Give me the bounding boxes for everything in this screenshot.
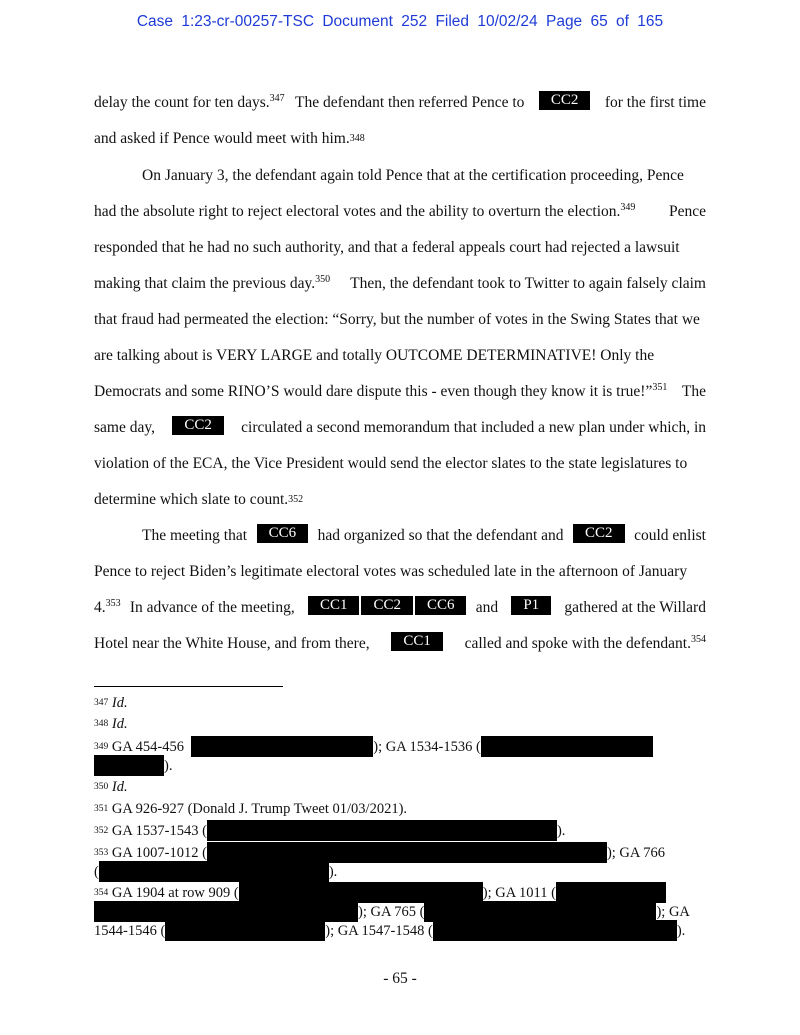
redaction-bar bbox=[94, 901, 358, 922]
redaction-label-cc1: CC1 bbox=[308, 596, 360, 615]
body-line: are talking about is VERY LARGE and totally OUTCOME DETERMINATIVE! Only the bbox=[94, 347, 655, 364]
footnote-348: 348 Id. bbox=[94, 715, 128, 732]
footnote-ref: 354 bbox=[691, 633, 706, 645]
redaction-bar bbox=[99, 861, 329, 882]
body-line: On January 3, the defendant again told Pence that at the certification proceeding, Pence bbox=[142, 167, 684, 184]
redaction-bar bbox=[207, 842, 607, 863]
redaction-label-cc6: CC6 bbox=[257, 524, 309, 543]
footnote-349: 349 GA 454-456 ); GA 1534-1536 ( bbox=[94, 737, 706, 756]
footnote-351: 351 GA 926-927 (Donald J. Trump Tweet 01/03/2021). bbox=[94, 800, 408, 817]
footnote-353-cont: ( ). bbox=[94, 862, 706, 881]
body-line: had the absolute right to reject electoral votes and the ability to overturn the election.$^{349}$ Pence bbox=[94, 201, 706, 220]
footnote-354: 354 GA 1904 at row 909 ( ); GA 1011 ( bbox=[94, 883, 706, 902]
footnote-ref: 351 bbox=[652, 381, 668, 393]
redaction-label-cc2: CC2 bbox=[573, 524, 625, 543]
footnote-ref: 347 bbox=[269, 92, 285, 104]
footnote-353: 353 GA 1007-1012 ( ); GA 766 bbox=[94, 843, 706, 862]
redaction-label-cc2: CC2 bbox=[361, 596, 413, 615]
redaction-bar bbox=[556, 882, 666, 903]
footnote-352: 352 GA 1537-1543 ( ). bbox=[94, 821, 706, 840]
body-line: The meeting that CC6 had organized so that the defendant and CC2 could enlist bbox=[142, 524, 706, 544]
footnote-ref: 353 bbox=[105, 597, 121, 609]
footnote-349-cont: ). bbox=[94, 756, 706, 775]
footnote-350: 350 Id. bbox=[94, 778, 128, 795]
footnote-ref: 350 bbox=[315, 273, 331, 285]
body-line: responded that he had no such authority, and that a federal appeals court had rejected a lawsuit bbox=[94, 239, 680, 256]
redaction-bar bbox=[424, 901, 656, 922]
footnote-347: 347 Id. bbox=[94, 694, 128, 711]
redaction-bar bbox=[191, 736, 373, 757]
body-line: Pence to reject Biden’s legitimate electoral votes was scheduled late in the afternoon of January bbox=[94, 563, 688, 580]
body-line: making that claim the previous day.$^{350}$ Then, the defendant took to Twitter to again falsely claim bbox=[94, 273, 706, 292]
body-line: Democrats and some RINO’S would dare dispute this - even though they know it is true!”$^{351}$ The bbox=[94, 381, 706, 400]
redaction-label-cc2: CC2 bbox=[172, 416, 224, 435]
footnote-354-cont: ); GA 765 ( ); GA bbox=[94, 902, 706, 921]
redaction-label-cc2: CC2 bbox=[539, 91, 591, 110]
body-line: and asked if Pence would meet with him. 348 bbox=[94, 130, 365, 147]
body-line: Hotel near the White House, and from there, CC1 called and spoke with the defendant.$^{354}$ bbox=[94, 632, 706, 652]
redaction-bar bbox=[239, 882, 483, 903]
body-line: same day, CC2 circulated a second memorandum that included a new plan under which, in bbox=[94, 416, 706, 436]
redaction-bar bbox=[207, 820, 557, 841]
body-line: violation of the ECA, the Vice President would send the elector slates to the state legislatures to bbox=[94, 455, 688, 472]
case-header: Case 1:23-cr-00257-TSC Document 252 Filed 10/02/24 Page 65 of 165 bbox=[136, 13, 664, 30]
redaction-bar bbox=[165, 920, 325, 941]
redaction-label-p1: P1 bbox=[511, 596, 551, 615]
body-line: that fraud had permeated the election: “Sorry, but the number of votes in the Swing States that we bbox=[94, 311, 700, 328]
redaction-bar bbox=[433, 920, 677, 941]
redaction-label-cc6: CC6 bbox=[415, 596, 467, 615]
body-line: determine which slate to count. 352 bbox=[94, 491, 304, 508]
body-line: delay the count for ten days.$^{347}$ The defendant then referred Pence to CC2 for the first time bbox=[94, 91, 706, 111]
body-line: 4.$^{353}$ In advance of the meeting, CC1 CC2 CC6 and P1 gathered at the Willard bbox=[94, 596, 706, 616]
redaction-bar bbox=[481, 736, 653, 757]
page-number: - 65 - bbox=[383, 970, 417, 987]
redaction-label-cc1: CC1 bbox=[391, 632, 443, 651]
footnote-separator bbox=[94, 686, 283, 687]
footnote-354-cont2: 1544-1546 ( ); GA 1547-1548 ( ). bbox=[94, 921, 706, 940]
redaction-bar bbox=[94, 755, 164, 776]
footnote-ref: 349 bbox=[620, 201, 636, 213]
